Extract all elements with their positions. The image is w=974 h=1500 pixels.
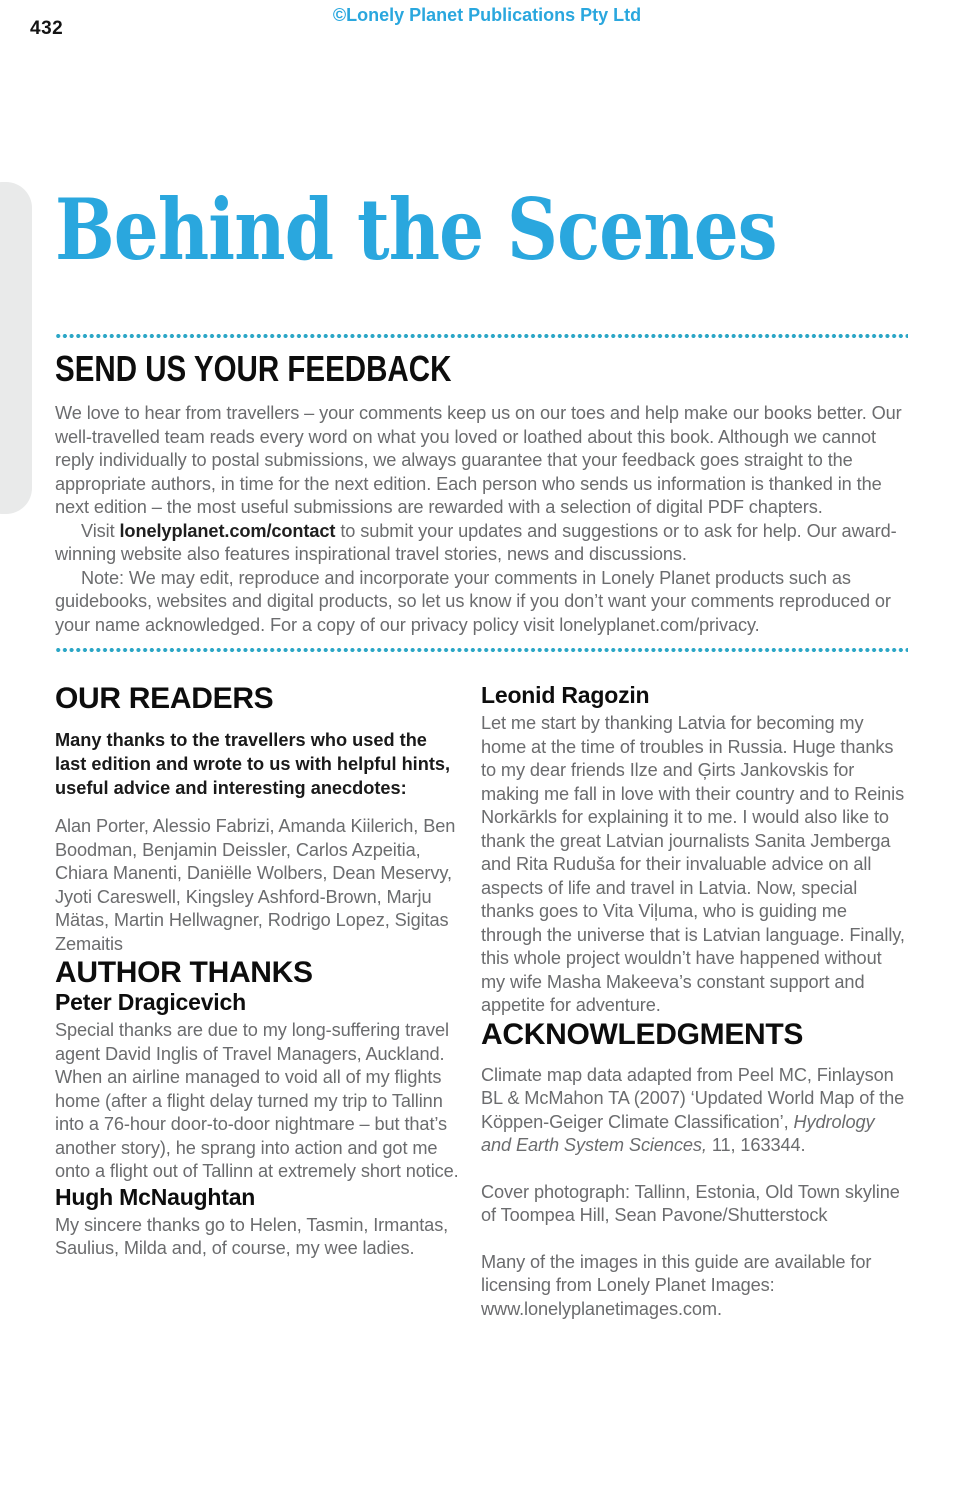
author-thanks-hugh-text: My sincere thanks go to Helen, Tasmin, Irmantas, Saulius, Milda and, of course, my wee ladies. bbox=[55, 1214, 449, 1258]
acknowledgments-heading: ACKNOWLEDGMENTS bbox=[481, 1017, 804, 1051]
feedback-paragraph-2 bbox=[55, 520, 906, 567]
author-name-peter-dragicevich: Peter Dragicevich bbox=[55, 989, 246, 1015]
author-name-leonid-ragozin: Leonid Ragozin bbox=[481, 682, 650, 708]
acknowledgments-images-text: Many of the images in this guide are available for licensing from Lonely Planet Images: www.lonelyplanetimages.com. bbox=[481, 1251, 872, 1319]
dotted-divider-top bbox=[55, 332, 908, 340]
visit-text: Visit bbox=[81, 520, 120, 541]
copyright-notice: ©Lonely Planet Publications Pty Ltd bbox=[332, 5, 642, 25]
contact-url-text: lonelyplanet.com/contact bbox=[119, 520, 336, 541]
acknowledgments-climate-text bbox=[481, 1064, 905, 1158]
left-column bbox=[55, 682, 461, 1321]
feedback-paragraph-1: We love to hear from travellers – your comments keep us on our toes and help make our books better. Our well-travelled team reads every word on what you loved or loathed about this book. Although we cannot reply individually to postal submissions, we always guarantee that your feedback goes straight to the appropriate authors, in time for the next edition. Each person who sends us information is thanked in the next edition – the most useful submissions are rewarded with a selection of digital PDF chapters. bbox=[55, 403, 902, 517]
author-thanks-peter-text: Special thanks are due to my long-suffering travel agent David Inglis of Travel Managers, Auckland. When an airline managed to void all of my flights home (after a flight delay turned my trip to Tallinn into a 76-hour door-to-door nightmare – but that’s another story), he sprang into action and got me onto a flight out of Tallinn at extremely short notice. bbox=[55, 1020, 459, 1181]
two-column-layout bbox=[55, 682, 906, 1321]
acknowledgments-cover-text: Cover photograph: Tallinn, Estonia, Old Town skyline of Toompea Hill, Sean Pavone/Shutterstock bbox=[481, 1181, 900, 1225]
dotted-divider-bottom bbox=[55, 646, 908, 654]
author-name-hugh-mcnaughtan: Hugh McNaughtan bbox=[55, 1183, 256, 1210]
visit-text-suffix: to submit your updates and suggestions or to ask for help. Our award-winning website also features inspirational travel stories, news and discussions. bbox=[55, 520, 897, 564]
feedback-heading: SEND US YOUR FEEDBACK bbox=[55, 348, 452, 389]
our-readers-heading: OUR READERS bbox=[55, 682, 274, 715]
feedback-section bbox=[55, 349, 906, 637]
page-number: 432 bbox=[30, 18, 64, 39]
readers-names: Alan Porter, Alessio Fabrizi, Amanda Kiilerich, Ben Boodman, Benjamin Deissler, Carlos Azpeitia, Chiara Manenti, Daniëlle Wolbers, Dean Meservy, Jyoti Careswell, Kingsley Ashford-Brown, Marju Mätas, Martin Hellwagner, Rodrigo Lopez, Sigitas Zemaitis bbox=[55, 816, 456, 954]
readers-intro: Many thanks to the travellers who used the last edition and wrote to us with helpful hints, useful advice and interesting anecdotes: bbox=[55, 730, 451, 798]
page-title: Behind the Scenes bbox=[55, 180, 777, 279]
journal-title-italic: Hydrology and Earth System Sciences, bbox=[481, 1111, 875, 1155]
climate-citation-suffix: 11, 163344. bbox=[706, 1135, 806, 1155]
feedback-paragraph-3: Note: We may edit, reproduce and incorporate your comments in Lonely Planet products such as guidebooks, websites and digital products, so let us know if you don’t want your comments reproduced or your name acknowledged. For a copy of our privacy policy visit lonelyplanet.com/privacy. bbox=[55, 567, 891, 635]
author-thanks-leonid-text: Let me start by thanking Latvia for becoming my home at the time of troubles in Russia. Huge thanks to my dear friends Ilze and Ģirts Jankovskis for making me fall in love with their country and to Reinis Norkārkls for explaining it to me. I would also like to thank the great Latvian journalists Sanita Jemberga and Rita Ruduša for their invaluable advice on all aspects of life and travel in Latvia. Now, special thanks goes to Vita Viļuma, who is guiding me through the universe that is Latvian language. Finally, this whole project wouldn’t have happened without my wife Masha Makeeva’s constant support and appetite for adventure. bbox=[481, 713, 905, 1015]
author-thanks-heading: AUTHOR THANKS bbox=[55, 956, 313, 989]
right-column bbox=[481, 682, 905, 1321]
climate-citation-text: Climate map data adapted from Peel MC, Finlayson BL & McMahon TA (2007) ‘Updated World Map of the Köppen-Geiger Climate Classification’, bbox=[481, 1064, 905, 1132]
